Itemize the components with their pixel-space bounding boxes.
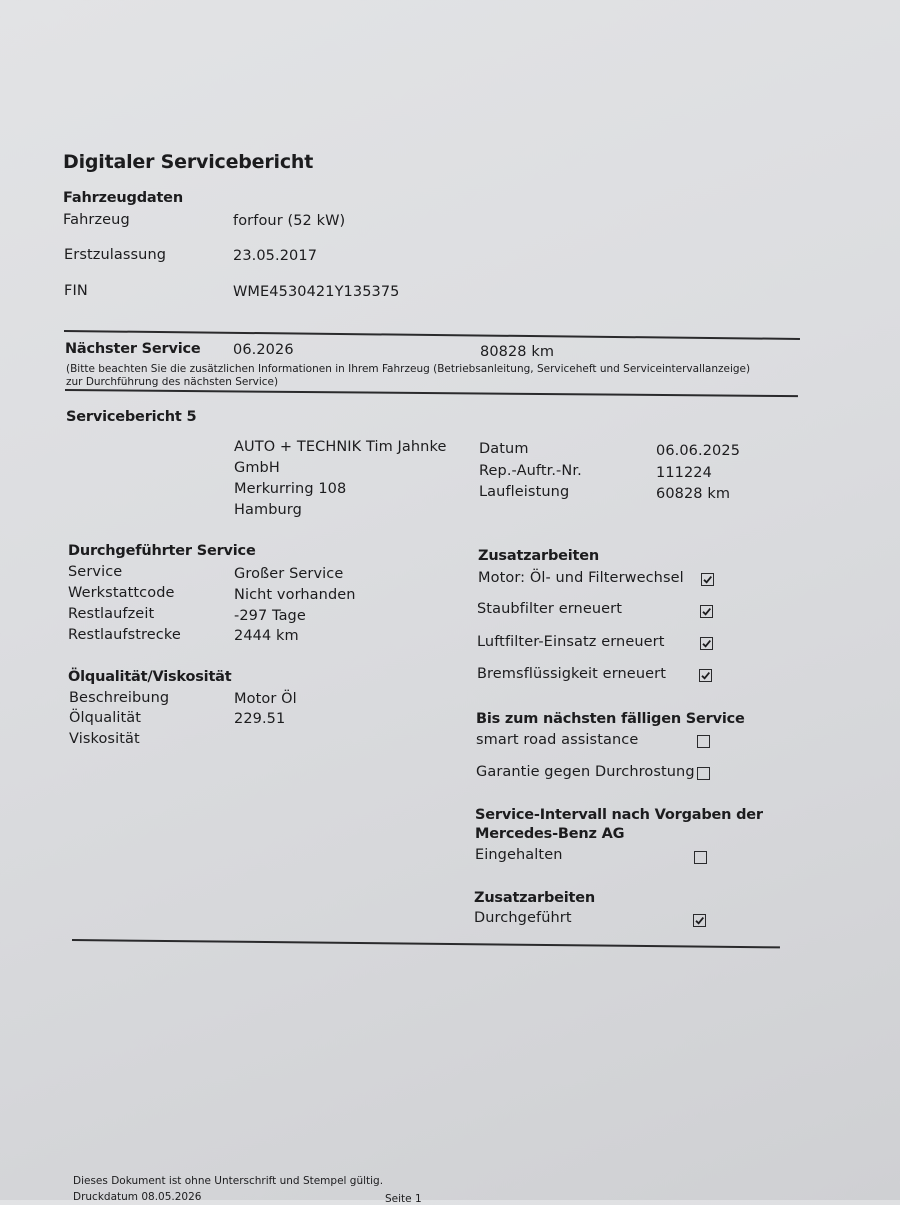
- extra-work-done-checkbox[interactable]: [693, 914, 706, 927]
- extra-work-2-heading: Zusatzarbeiten: [474, 890, 596, 906]
- document-title: Digitaler Servicebericht: [63, 151, 314, 173]
- checkmark-icon: [699, 669, 712, 682]
- first-registration-value: 23.05.2017: [233, 248, 318, 264]
- footer-validity-note: Dieses Dokument ist ohne Unterschrift und Stempel gültig.: [73, 1175, 384, 1187]
- interval-heading-line1: Service-Intervall nach Vorgaben der: [475, 807, 763, 823]
- vin-label: FIN: [64, 283, 88, 299]
- footer-print-date: Druckdatum 08.05.2026: [73, 1191, 202, 1203]
- service-label: Service: [68, 564, 123, 580]
- next-service-label: Nächster Service: [65, 341, 201, 357]
- workshop-code-label: Werkstattcode: [68, 585, 175, 601]
- checkmark-icon: [700, 605, 713, 618]
- vin-value: WME4530421Y135375: [233, 284, 400, 300]
- mileage-label: Laufleistung: [479, 484, 570, 500]
- date-label: Datum: [479, 441, 529, 457]
- report-heading: Servicebericht 5: [66, 409, 197, 425]
- road-assistance-checkbox[interactable]: [697, 735, 710, 748]
- oil-description-value: Motor Öl: [234, 691, 297, 707]
- divider-top: [64, 330, 800, 340]
- until-next-item-rust-warranty: Garantie gegen Durchrostung: [476, 764, 695, 780]
- extra-work-item-dust-filter: Staubfilter erneuert: [477, 601, 623, 617]
- remaining-distance-value: 2444 km: [234, 628, 299, 644]
- checkmark-icon: [700, 637, 713, 650]
- until-next-heading: Bis zum nächsten fälligen Service: [476, 711, 745, 727]
- next-service-date: 06.2026: [233, 342, 294, 358]
- first-registration-label: Erstzulassung: [64, 247, 167, 263]
- service-value: Großer Service: [234, 566, 344, 582]
- interval-kept-checkbox[interactable]: [694, 851, 707, 864]
- oil-change-checkbox[interactable]: [701, 573, 714, 586]
- rust-warranty-checkbox[interactable]: [697, 767, 710, 780]
- extra-work-item-air-filter: Luftfilter-Einsatz erneuert: [477, 634, 665, 650]
- workshop-code-value: Nicht vorhanden: [234, 587, 356, 603]
- extra-work-item-brake-fluid: Bremsflüssigkeit erneuert: [477, 666, 666, 682]
- remaining-time-value: -297 Tage: [234, 608, 306, 624]
- next-service-km: 80828 km: [480, 344, 555, 360]
- extra-work-2-item-done: Durchgeführt: [474, 910, 572, 926]
- remaining-distance-label: Restlaufstrecke: [68, 627, 181, 643]
- next-service-note: (Bitte beachten Sie die zusätzlichen Informationen in Ihrem Fahrzeug (Betriebsanleitung, Serviceheft und Serviceintervallanzeige) zur Durchführung des nächsten Service): [66, 363, 751, 388]
- brake-fluid-checkbox[interactable]: [699, 669, 712, 682]
- workshop-street: Merkurring 108: [234, 481, 347, 497]
- remaining-time-label: Restlaufzeit: [68, 606, 155, 622]
- mileage-value: 60828 km: [656, 486, 731, 502]
- footer-page-number: Seite 1: [385, 1193, 422, 1205]
- air-filter-checkbox[interactable]: [700, 637, 713, 650]
- vehicle-heading: Fahrzeugdaten: [63, 190, 183, 206]
- extra-work-item-oil-change: Motor: Öl- und Filterwechsel: [478, 570, 684, 586]
- oil-quality-label: Ölqualität: [69, 710, 142, 726]
- interval-heading-line2: Mercedes-Benz AG: [475, 826, 625, 842]
- extra-work-heading: Zusatzarbeiten: [478, 548, 600, 564]
- workshop-name-line1: AUTO + TECHNIK Tim Jahnke: [234, 439, 447, 455]
- date-value: 06.06.2025: [656, 443, 741, 459]
- workshop-name-line2: GmbH: [234, 460, 280, 476]
- until-next-item-road-assistance: smart road assistance: [476, 732, 639, 748]
- interval-item-kept: Eingehalten: [475, 847, 563, 863]
- repair-order-value: 111224: [656, 465, 712, 481]
- viscosity-label: Viskosität: [69, 731, 140, 747]
- oil-heading: Ölqualität/Viskosität: [68, 669, 232, 685]
- performed-service-heading: Durchgeführter Service: [68, 543, 256, 559]
- divider-bottom: [72, 939, 780, 948]
- vehicle-label: Fahrzeug: [63, 212, 130, 228]
- repair-order-label: Rep.-Auftr.-Nr.: [479, 463, 582, 479]
- workshop-city: Hamburg: [234, 502, 302, 518]
- checkmark-icon: [693, 914, 706, 927]
- divider-next-service: [65, 389, 798, 397]
- oil-quality-value: 229.51: [234, 711, 286, 727]
- vehicle-value: forfour (52 kW): [233, 213, 346, 229]
- oil-description-label: Beschreibung: [69, 690, 170, 706]
- checkmark-icon: [701, 573, 714, 586]
- dust-filter-checkbox[interactable]: [700, 605, 713, 618]
